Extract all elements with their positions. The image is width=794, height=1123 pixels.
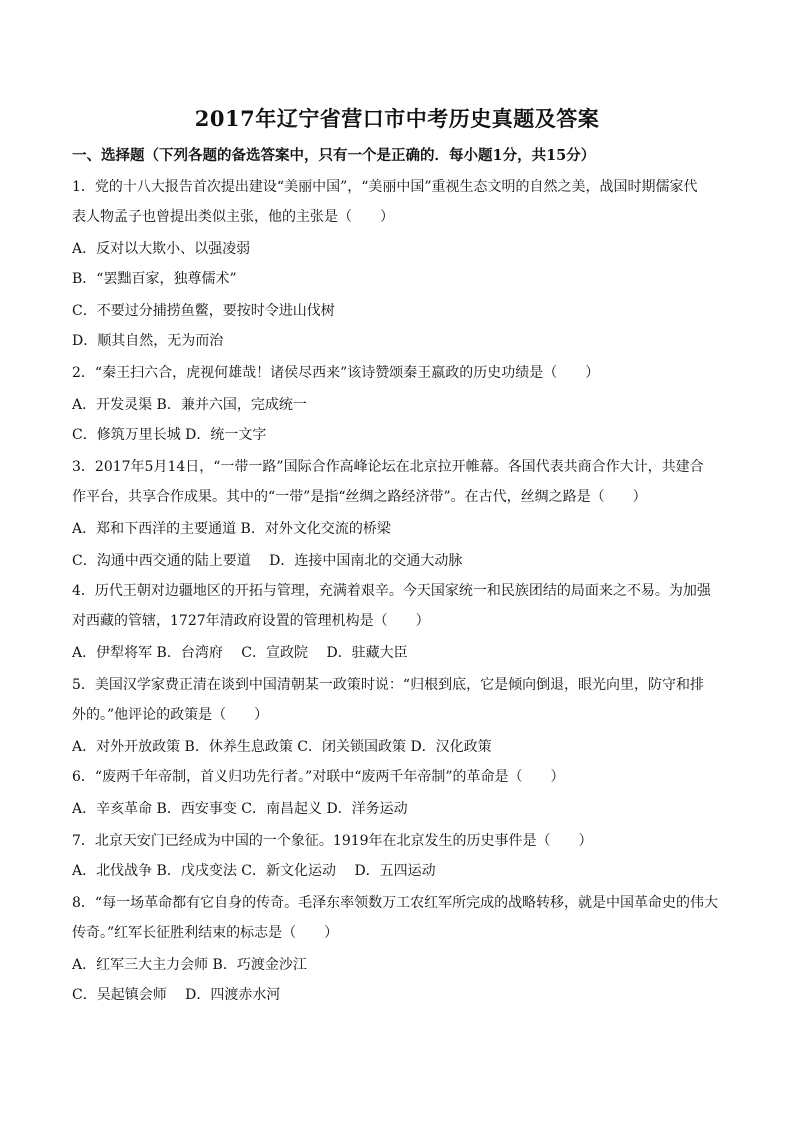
question-6-options-line: A．辛亥革命 B．西安事变 C．南昌起义 D．洋务运动 [72,801,408,817]
question-1-stem-line: 1．党的十八大报告首次提出建设“美丽中国”，“美丽中国”重视生态文明的自然之美，战国时期儒家代 [72,179,698,195]
question-4-options-line: A．伊犁将军 B．台湾府 C．宣政院 D．驻藏大臣 [72,645,408,661]
section-heading: 一、选择题（下列各题的备选答案中，只有一个是正确的．每小题1分，共15分） [72,147,596,164]
question-4-stem-line: 4．历代王朝对边疆地区的开拓与管理，充满着艰辛。今天国家统一和民族团结的局面来之不易。为加强 [72,583,711,599]
question-1-options-line: C．不要过分捕捞鱼鳖，要按时令进山伐树 [72,303,335,319]
question-2-stem-line: 2．“秦王扫六合，虎视何雄哉！诸侯尽西来”该诗赞颂秦王嬴政的历史功绩是（ ） [72,365,600,381]
question-3-options-line: A．郑和下西洋的主要通道 B．对外文化交流的桥梁 [72,521,391,537]
question-1-options-line: A．反对以大欺小、以强凌弱 [72,241,251,257]
question-3-stem-line: 作平台，共享合作成果。其中的“一带”是指“丝绸之路经济带”。在古代，丝绸之路是（ ） [72,489,647,505]
question-4-stem-line: 对西藏的管辖，1727年清政府设置的管理机构是（ ） [72,613,430,629]
question-7-stem-line: 7．北京天安门已经成为中国的一个象征。1919年在北京发生的历史事件是（ ） [72,833,593,849]
question-1-options-line: B．“罢黜百家，独尊儒术” [72,271,237,287]
question-1-stem-line: 表人物孟子也曾提出类似主张，他的主张是（ ） [72,209,394,225]
question-3-stem-line: 3．2017年5月14日，“一带一路”国际合作高峰论坛在北京拉开帷幕。各国代表共商合作大计，共建合 [72,459,704,475]
page-title: 2017年辽宁省营口市中考历史真题及答案 [194,106,600,131]
question-2-options-line: C．修筑万里长城 D．统一文字 [72,427,267,443]
question-7-options-line: A．北伐战争 B．戊戌变法 C．新文化运动 D．五四运动 [72,863,436,879]
question-8-options-line: C．吴起镇会师 D．四渡赤水河 [72,987,281,1003]
question-5-stem-line: 5．美国汉学家费正清在谈到中国清朝某一政策时说：“归根到底，它是倾向倒退，眼光向里，防守和排 [72,677,705,693]
question-5-stem-line: 外的。”他评论的政策是（ ） [72,707,269,723]
question-8-options-line: A．红军三大主力会师 B．巧渡金沙江 [72,957,307,973]
question-6-stem-line: 6．“废两千年帝制，首义归功先行者。”对联中“废两千年帝制”的革命是（ ） [72,769,565,785]
question-5-options-line: A．对外开放政策 B．休养生息政策 C．闭关锁国政策 D．汉化政策 [72,739,492,755]
question-1-options-line: D．顺其自然，无为而治 [72,333,224,349]
question-8-stem-line: 8．“每一场革命都有它自身的传奇。毛泽东率领数万工农红军所完成的战略转移，就是中国革命史的伟大 [72,895,719,911]
question-8-stem-line: 传奇。”红军长征胜利结束的标志是（ ） [72,925,339,941]
question-2-options-line: A．开发灵渠 B．兼并六国，完成统一 [72,397,307,413]
question-3-options-line: C．沟通中西交通的陆上要道 D．连接中国南北的交通大动脉 [72,553,463,569]
